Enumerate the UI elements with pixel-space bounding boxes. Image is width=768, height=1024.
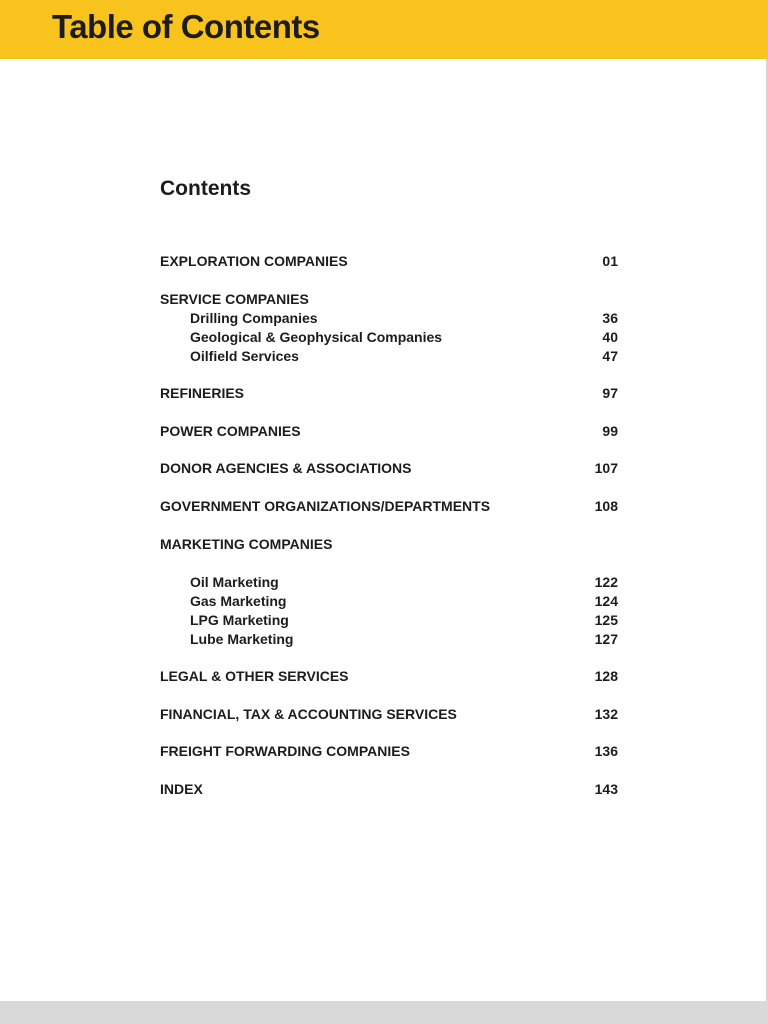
toc-entry-page: 47	[602, 348, 618, 364]
toc-entry-page: 127	[594, 631, 618, 647]
toc-entry-label: FINANCIAL, TAX & ACCOUNTING SERVICES	[160, 706, 457, 722]
toc-entry-refineries	[160, 384, 618, 403]
toc-subentry-lube-marketing	[190, 630, 618, 649]
toc-entry-page: 01	[602, 253, 618, 269]
toc-entry-label: LEGAL & OTHER SERVICES	[160, 668, 349, 684]
toc-entry-label: DONOR AGENCIES & ASSOCIATIONS	[160, 460, 412, 476]
footer-band	[0, 1001, 768, 1024]
toc-subentry-lpg-marketing	[190, 611, 618, 630]
toc-entry-label: SERVICE COMPANIES	[160, 291, 309, 307]
toc-subentry-geological-geophysical	[190, 328, 618, 347]
toc-entry-label: LPG Marketing	[190, 612, 289, 628]
toc-entry-page: 99	[602, 423, 618, 439]
toc-entry-label: Gas Marketing	[190, 593, 287, 609]
toc-entry-power-companies	[160, 422, 618, 441]
toc-subentry-drilling-companies	[190, 309, 618, 328]
toc-entry-label: FREIGHT FORWARDING COMPANIES	[160, 743, 410, 759]
toc-entry-legal-other-services	[160, 667, 618, 686]
toc-entry-label: MARKETING COMPANIES	[160, 536, 333, 552]
toc-entry-page: 108	[594, 498, 618, 514]
toc-entry-page: 136	[594, 743, 618, 759]
toc-subentry-oil-marketing	[190, 573, 618, 592]
page-title: Table of Contents	[52, 8, 320, 45]
toc-entry-label: Geological & Geophysical Companies	[190, 329, 443, 345]
contents-heading: Contents	[160, 177, 251, 200]
toc-subentry-oilfield-services	[190, 347, 618, 366]
toc-entry-label: GOVERNMENT ORGANIZATIONS/DEPARTMENTS	[160, 498, 491, 514]
toc-entry-freight-forwarding	[160, 742, 618, 761]
toc-entry-page: 128	[594, 668, 618, 684]
toc-entry-label: Oil Marketing	[190, 574, 279, 590]
toc-entry-service-companies	[160, 290, 618, 309]
toc-entry-label: POWER COMPANIES	[160, 423, 301, 439]
toc-entry-page: 132	[594, 706, 618, 722]
toc-entry-donor-agencies	[160, 459, 618, 478]
toc-entry-page: 122	[594, 574, 618, 590]
toc-entry-page: 125	[594, 612, 618, 628]
toc-entry-page: 107	[594, 460, 618, 476]
toc-entry-page: 97	[602, 385, 618, 401]
toc-entry-label: Oilfield Services	[190, 348, 299, 364]
toc-entry-marketing-companies	[160, 535, 618, 554]
toc-entry-page: 40	[602, 329, 618, 345]
toc-entry-exploration-companies	[160, 252, 618, 271]
toc-entry-page: 36	[602, 310, 618, 326]
toc-entry-label: Drilling Companies	[190, 310, 318, 326]
toc-entry-label: REFINERIES	[160, 385, 245, 401]
toc-entry-label: INDEX	[160, 781, 203, 797]
toc-entry-index	[160, 780, 618, 799]
toc-entry-page: 124	[594, 593, 618, 609]
header-band	[0, 0, 768, 59]
toc-entry-financial-tax-accounting	[160, 705, 618, 724]
toc-subentry-gas-marketing	[190, 592, 618, 611]
toc-entry-label: EXPLORATION COMPANIES	[160, 253, 348, 269]
toc-entry-page: 143	[594, 781, 618, 797]
toc-entry-government-organizations	[160, 497, 618, 516]
toc-entry-label: Lube Marketing	[190, 631, 294, 647]
